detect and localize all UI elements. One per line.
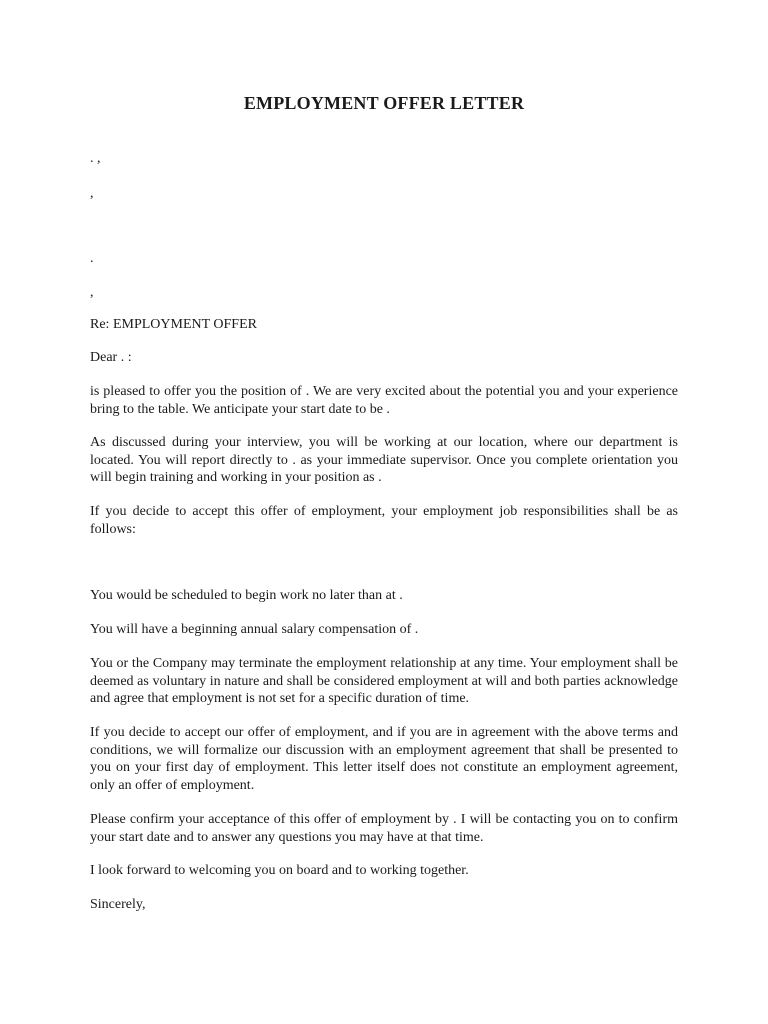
address-line-3: .	[90, 251, 94, 266]
re-line: Re: EMPLOYMENT OFFER	[90, 317, 257, 332]
paragraph-location-supervisor: As discussed during your interview, you will be working at our location, where our department is located. You will report directly to . as your immediate supervisor. Once you complete orientation you will begin training and working in your position as .	[90, 435, 678, 486]
paragraph-confirm-acceptance: Please confirm your acceptance of this offer of employment by . I will be contacting you on to confirm your start date and to answer any questions you may have at that time.	[90, 812, 678, 845]
letter-title: EMPLOYMENT OFFER LETTER	[243, 93, 525, 113]
address-line-1: . ,	[90, 151, 101, 166]
paragraph-position-offer: is pleased to offer you the position of . We are very excited about the potential you and your experience bring to the table. We anticipate your start date to be .	[90, 384, 678, 417]
closing: Sincerely,	[90, 897, 146, 912]
paragraph-salary: You will have a beginning annual salary compensation of .	[90, 622, 419, 637]
paragraph-welcome: I look forward to welcoming you on board and to working together.	[90, 863, 469, 878]
address-line-2: ,	[90, 186, 94, 201]
paragraph-agreement: If you decide to accept our offer of employment, and if you are in agreement with the above terms and conditions, we will formalize our discussion with an employment agreement that shall be presented to you on your first day of employment. This letter itself does not constitute an employment agreement, only an offer of employment.	[90, 725, 678, 793]
paragraph-start-date: You would be scheduled to begin work no later than at .	[90, 588, 403, 603]
paragraph-responsibilities: If you decide to accept this offer of employment, your employment job responsibilities shall be as follows:	[90, 504, 678, 537]
address-line-4: ,	[90, 285, 94, 300]
salutation: Dear . :	[90, 350, 132, 365]
paragraph-at-will: You or the Company may terminate the employment relationship at any time. Your employment shall be deemed as voluntary in nature and shall be considered employment at will and both parties acknowledge and agree that employment is not set for a specific duration of time.	[90, 656, 678, 707]
